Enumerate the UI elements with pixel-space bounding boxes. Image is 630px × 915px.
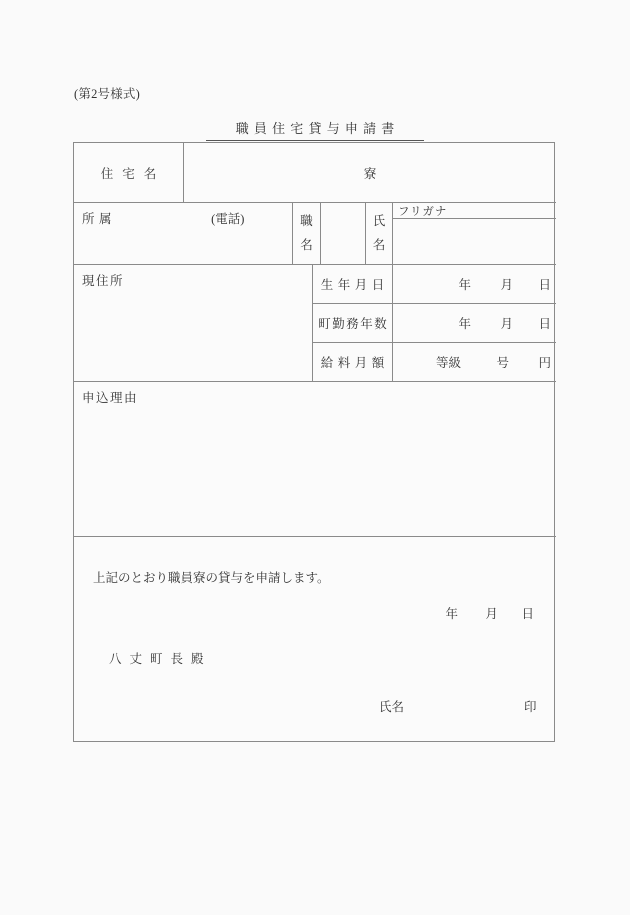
affiliation-label: 所属 [82, 212, 117, 226]
affiliation-field[interactable] [74, 203, 293, 265]
service-year-unit: 年 [458, 317, 471, 331]
birth-day-unit: 日 [538, 278, 551, 292]
job-title-label-char-2: 名 [300, 237, 313, 252]
salary-label: 給料月額 [313, 343, 393, 382]
furigana-label: フリガナ [393, 203, 556, 219]
declaration-statement: 上記のとおり職員寮の貸与を申請します。 [93, 571, 330, 585]
seal-label: 印 [524, 700, 537, 714]
service-day-unit: 日 [538, 317, 551, 331]
service-years-label: 町勤務年数 [313, 304, 393, 343]
housing-name-suffix: 寮 [363, 166, 377, 181]
birth-date-value[interactable] [393, 265, 556, 304]
salary-value[interactable] [393, 343, 556, 382]
application-form-table [73, 142, 555, 742]
housing-name-label: 住宅名 [74, 143, 184, 203]
declaration-day-unit: 日 [521, 607, 534, 621]
declaration-block [74, 537, 556, 742]
service-years-value[interactable] [393, 304, 556, 343]
form-number-label: (第2号様式) [74, 87, 140, 101]
job-title-value[interactable] [321, 203, 366, 265]
name-label [366, 203, 393, 265]
job-title-label [293, 203, 321, 265]
signature-name-label: 氏名 [379, 700, 405, 714]
name-label-char-1: 氏 [372, 213, 386, 228]
application-reason-field[interactable] [74, 382, 556, 537]
current-address-field[interactable] [74, 265, 313, 382]
salary-grade-unit: 等級 [435, 356, 461, 370]
birth-year-unit: 年 [458, 278, 471, 292]
declaration-date[interactable] [384, 604, 534, 622]
salary-number-unit: 号 [496, 356, 509, 370]
declaration-year-unit: 年 [445, 607, 459, 621]
application-reason-label: 申込理由 [82, 391, 139, 405]
housing-name-value[interactable] [184, 143, 556, 203]
birth-date-label: 生年月日 [313, 265, 393, 304]
name-label-char-2: 名 [372, 237, 386, 252]
current-address-label: 現住所 [82, 274, 125, 288]
salary-yen-unit: 円 [538, 356, 551, 370]
declaration-month-unit: 月 [485, 607, 498, 621]
birth-month-unit: 月 [500, 278, 513, 292]
job-title-label-char-1: 職 [300, 213, 313, 228]
phone-label: (電話) [211, 212, 245, 226]
name-value[interactable] [393, 219, 556, 265]
service-month-unit: 月 [500, 317, 513, 331]
addressee-line: 八丈町長殿 [109, 652, 212, 666]
page-title: 職員住宅貸与申請書 [206, 118, 424, 141]
